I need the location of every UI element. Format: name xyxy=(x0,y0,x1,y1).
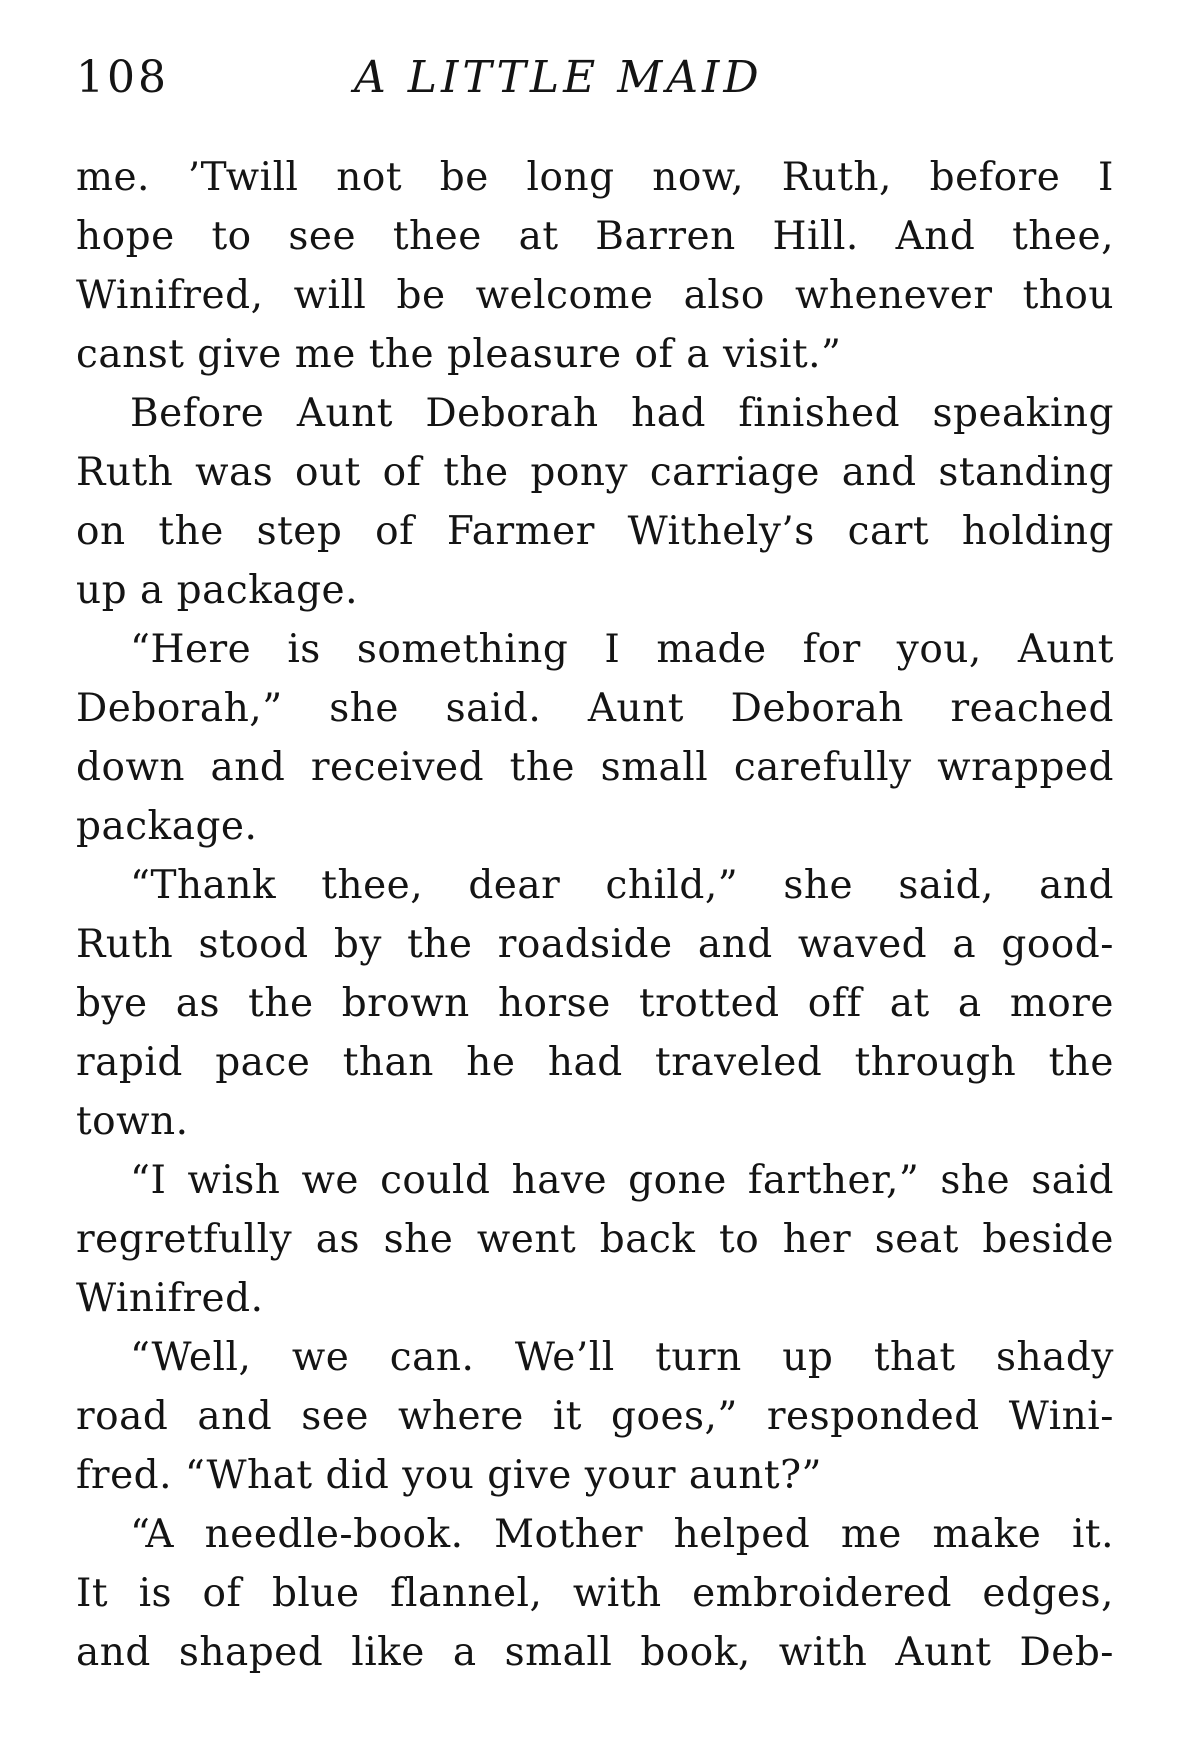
word: down xyxy=(76,745,185,790)
word: step xyxy=(256,509,343,554)
word: he xyxy=(466,1040,516,1085)
word: shaped xyxy=(178,1630,324,1675)
word: will xyxy=(293,273,367,318)
word: out xyxy=(295,450,361,495)
word: child,” xyxy=(605,863,739,908)
word: Deb- xyxy=(1019,1630,1114,1675)
word: Aunt xyxy=(587,686,684,731)
word: me. xyxy=(76,155,150,200)
text-line-18 xyxy=(76,1151,1114,1210)
word: shady xyxy=(996,1335,1114,1380)
word: the xyxy=(158,509,224,554)
word: be xyxy=(439,155,489,200)
word: book, xyxy=(640,1630,751,1675)
word: horse xyxy=(497,981,611,1026)
word: package. xyxy=(76,804,258,849)
word: farther,” xyxy=(747,1158,920,1203)
word: Winifred. xyxy=(76,1276,264,1321)
word: thee, xyxy=(1012,214,1114,259)
word: “Thank xyxy=(130,863,277,908)
word: is xyxy=(287,627,321,672)
word: seat xyxy=(874,1217,959,1262)
word: a xyxy=(952,922,977,967)
word: pony xyxy=(530,450,629,495)
word: edges, xyxy=(982,1571,1114,1616)
word: helped xyxy=(673,1512,811,1557)
word: the xyxy=(443,450,509,495)
word: and xyxy=(1039,863,1114,908)
word: her xyxy=(782,1217,852,1262)
word: we xyxy=(301,1158,359,1203)
word: it xyxy=(552,1394,582,1439)
word: have xyxy=(511,1158,608,1203)
word: the xyxy=(407,922,473,967)
word: said, xyxy=(898,863,994,908)
word: that xyxy=(873,1335,956,1380)
word: before xyxy=(929,155,1061,200)
word: long xyxy=(526,155,615,200)
text-line-23 xyxy=(76,1446,1114,1505)
text-line-26 xyxy=(76,1623,1114,1682)
word: stood xyxy=(198,922,309,967)
word: at xyxy=(889,981,930,1026)
word: not xyxy=(336,155,403,200)
word: We’ll xyxy=(514,1335,615,1380)
word: had xyxy=(631,391,706,436)
word: standing xyxy=(938,450,1114,495)
word: “Well, xyxy=(130,1335,252,1380)
text-line-22 xyxy=(76,1387,1114,1446)
text-line-13 xyxy=(76,856,1114,915)
text-line-7 xyxy=(76,502,1114,561)
word: I xyxy=(1098,155,1114,200)
word: thee xyxy=(392,214,482,259)
word: Hill. xyxy=(772,214,859,259)
word: she xyxy=(783,863,854,908)
word: Aunt xyxy=(1017,627,1114,672)
word: at xyxy=(518,214,559,259)
word: said. xyxy=(445,686,542,731)
word: dear xyxy=(468,863,561,908)
word: by xyxy=(333,922,382,967)
word: she xyxy=(383,1217,454,1262)
text-line-24 xyxy=(76,1505,1114,1564)
word: like xyxy=(351,1630,425,1675)
text-line-14 xyxy=(76,915,1114,974)
word: was xyxy=(195,450,274,495)
word: me xyxy=(840,1512,902,1557)
word: the xyxy=(509,745,576,790)
word: Mother xyxy=(494,1512,644,1557)
text-line-15 xyxy=(76,974,1114,1033)
word: through xyxy=(854,1040,1017,1085)
word: off xyxy=(807,981,862,1026)
word: waved xyxy=(797,922,928,967)
word: also xyxy=(683,273,765,318)
word: and xyxy=(210,745,286,790)
word: Farmer xyxy=(446,509,595,554)
word: bye xyxy=(76,981,148,1026)
text-line-21 xyxy=(76,1328,1114,1387)
word: roadside xyxy=(497,922,673,967)
word: needle-book. xyxy=(204,1512,464,1557)
word: Before xyxy=(130,391,265,436)
word: could xyxy=(380,1158,491,1203)
word: blue xyxy=(271,1571,360,1616)
word: speaking xyxy=(932,391,1114,436)
text-line-20 xyxy=(76,1269,1114,1328)
word: rapid xyxy=(76,1040,183,1085)
word: and xyxy=(76,1630,151,1675)
text-line-2 xyxy=(76,207,1114,266)
word: And xyxy=(895,214,976,259)
text-line-6 xyxy=(76,443,1114,502)
word: ’Twill xyxy=(187,155,299,200)
word: the xyxy=(248,981,314,1026)
word: and xyxy=(197,1394,273,1439)
word: with xyxy=(778,1630,868,1675)
word: and xyxy=(697,922,773,967)
word: good- xyxy=(1001,922,1114,967)
word: of xyxy=(202,1571,242,1616)
word: flannel, xyxy=(390,1571,543,1616)
word: responded xyxy=(766,1394,980,1439)
word: Winifred, xyxy=(76,273,264,318)
text-line-17 xyxy=(76,1092,1114,1151)
word: gone xyxy=(628,1158,727,1203)
word: carefully xyxy=(733,745,912,790)
word: see xyxy=(301,1394,369,1439)
word: “I xyxy=(130,1158,167,1203)
word: turn xyxy=(655,1335,742,1380)
word: a xyxy=(957,981,982,1026)
word: traveled xyxy=(655,1040,823,1085)
word: now, xyxy=(652,155,745,200)
word: more xyxy=(1009,981,1114,1026)
text-line-8 xyxy=(76,561,1114,620)
word: road xyxy=(76,1394,169,1439)
text-line-12 xyxy=(76,797,1114,856)
word: back xyxy=(599,1217,696,1262)
word: see xyxy=(288,214,357,259)
word: as xyxy=(175,981,220,1026)
word: where xyxy=(397,1394,524,1439)
text-line-3 xyxy=(76,266,1114,325)
word: of xyxy=(382,450,422,495)
text-line-16 xyxy=(76,1033,1114,1092)
word: “A xyxy=(130,1512,175,1557)
word: wish xyxy=(187,1158,281,1203)
word: canst give me the pleasure of a visit.” xyxy=(76,332,842,377)
word: embroidered xyxy=(692,1571,952,1616)
word: Deborah xyxy=(730,686,904,731)
word: she xyxy=(329,686,399,731)
word: than xyxy=(342,1040,434,1085)
text-line-5 xyxy=(76,384,1114,443)
running-title: A LITTLE MAID xyxy=(354,52,763,103)
word: trotted xyxy=(638,981,780,1026)
word: town. xyxy=(76,1099,189,1144)
word: Deborah,” xyxy=(76,686,283,731)
word: goes,” xyxy=(611,1394,738,1439)
word: is xyxy=(138,1571,173,1616)
word: said xyxy=(1031,1158,1114,1203)
word: thou xyxy=(1022,273,1114,318)
word: carriage xyxy=(649,450,820,495)
text-line-1 xyxy=(76,148,1114,207)
word: be xyxy=(396,273,446,318)
text-line-9 xyxy=(76,620,1114,679)
word: small xyxy=(600,745,709,790)
word: up a package. xyxy=(76,568,359,613)
word: It xyxy=(76,1571,109,1616)
text-line-11 xyxy=(76,738,1114,797)
word: Wini- xyxy=(1008,1394,1114,1439)
word: whenever xyxy=(794,273,993,318)
word: Barren xyxy=(595,214,736,259)
word: to xyxy=(719,1217,760,1262)
word: as xyxy=(315,1217,360,1262)
text-line-25 xyxy=(76,1564,1114,1623)
word: Ruth xyxy=(76,450,174,495)
word: made xyxy=(656,627,767,672)
word: Aunt xyxy=(296,391,393,436)
word: a xyxy=(452,1630,477,1675)
word: thee, xyxy=(321,863,424,908)
word: reached xyxy=(950,686,1114,731)
text-line-19 xyxy=(76,1210,1114,1269)
word: holding xyxy=(961,509,1114,554)
word: small xyxy=(504,1630,613,1675)
word: of xyxy=(375,509,415,554)
word: regretfully xyxy=(76,1217,293,1262)
word: Withely’s xyxy=(627,509,815,554)
text-line-10 xyxy=(76,679,1114,738)
word: received xyxy=(310,745,485,790)
word: with xyxy=(572,1571,662,1616)
word: hope xyxy=(76,214,175,259)
word: up xyxy=(782,1335,834,1380)
word: brown xyxy=(341,981,470,1026)
word: can. xyxy=(389,1335,475,1380)
word: to xyxy=(211,214,252,259)
word: Ruth, xyxy=(781,155,892,200)
word: welcome xyxy=(475,273,654,318)
word: went xyxy=(476,1217,577,1262)
word: make xyxy=(932,1512,1042,1557)
word: we xyxy=(291,1335,350,1380)
word: something xyxy=(356,627,569,672)
word: Aunt xyxy=(895,1630,992,1675)
word: had xyxy=(547,1040,623,1085)
word: wrapped xyxy=(937,745,1114,790)
word: Deborah xyxy=(425,391,599,436)
word: she xyxy=(940,1158,1011,1203)
word: and xyxy=(841,450,917,495)
word: “Here xyxy=(130,627,252,672)
word: cart xyxy=(847,509,930,554)
body-text xyxy=(76,148,1114,1682)
page-header xyxy=(76,52,1116,122)
word: finished xyxy=(738,391,901,436)
word: fred. “What did you give your aunt?” xyxy=(76,1453,822,1498)
word: the xyxy=(1048,1040,1114,1085)
word: you, xyxy=(896,627,982,672)
text-line-4 xyxy=(76,325,1114,384)
word: Ruth xyxy=(76,922,174,967)
word: beside xyxy=(982,1217,1114,1262)
word: on xyxy=(76,509,126,554)
word: I xyxy=(604,627,621,672)
page-number: 108 xyxy=(76,52,169,103)
word: for xyxy=(802,627,861,672)
word: it. xyxy=(1071,1512,1114,1557)
word: pace xyxy=(215,1040,311,1085)
